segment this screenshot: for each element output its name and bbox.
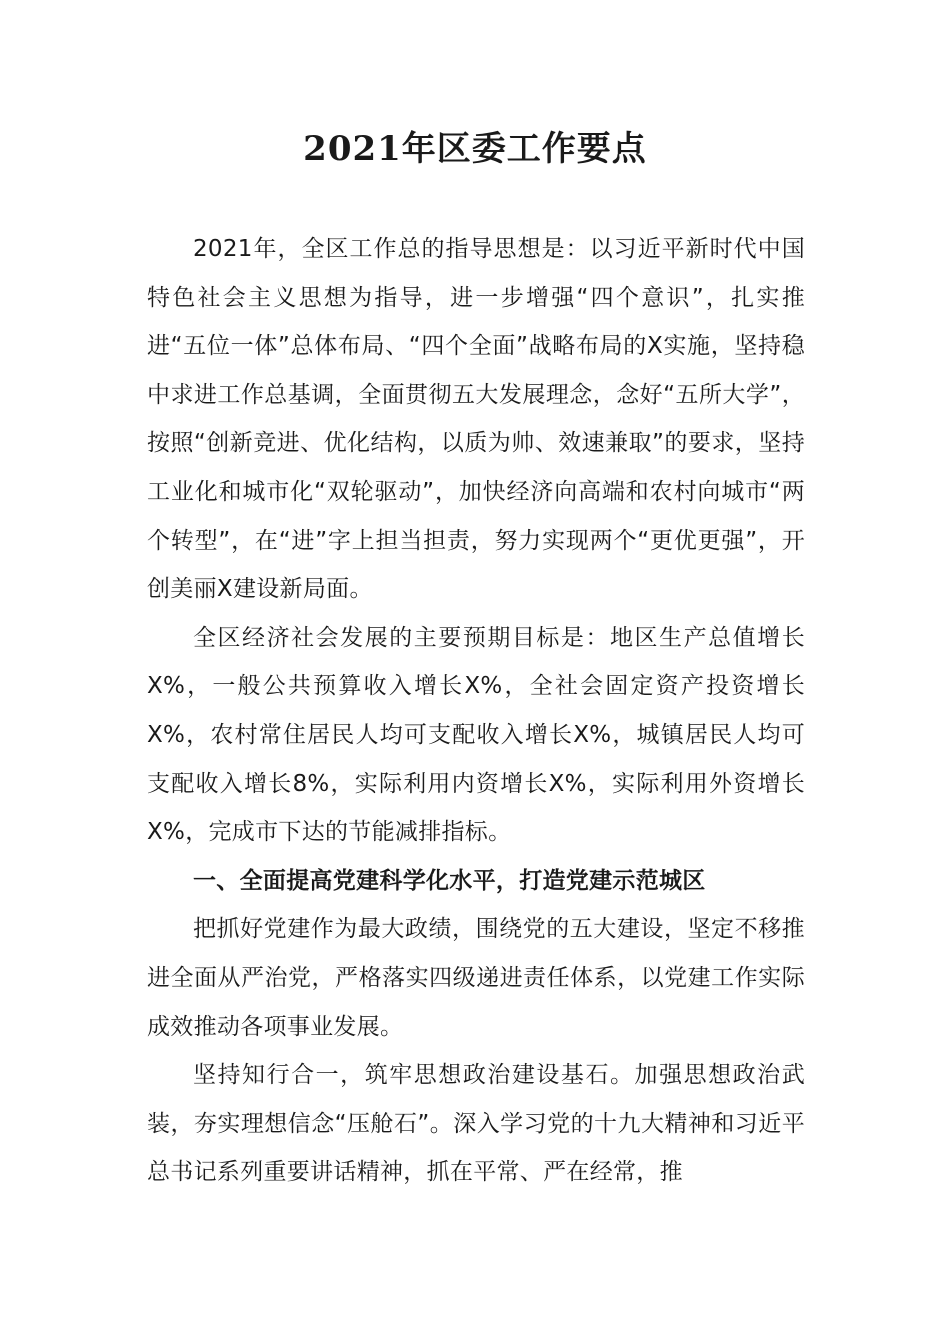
paragraph-ideological-foundation: 坚持知行合一，筑牢思想政治建设基石。加强思想政治武装，夯实理想信念“压舱石”。深入学习党的十九大精神和习近平总书记系列重要讲话精神，抓在平常、严在经常，推 bbox=[147, 1062, 805, 1186]
paragraph-expected-targets: 全区经济社会发展的主要预期目标是：地区生产总值增长X%，一般公共预算收入增长X%，全社会固定资产投资增长X%，农村常住居民人均可支配收入增长X%，城镇居民人均可支配收入增长8%，实际利用内资增长X%，实际利用外资增长X%，完成市下达的节能减排指标。 bbox=[147, 624, 805, 846]
document-title: 2021年区委工作要点 bbox=[303, 129, 647, 169]
paragraph-guiding-thought: 2021年，全区工作总的指导思想是：以习近平新时代中国特色社会主义思想为指导，进一步增强“四个意识”，扎实推进“五位一体”总体布局、“四个全面”战略布局的X实施，坚持稳中求进工作总基调，全面贯彻五大发展理念，念好“五所大学”，按照“创新竞进、优化结构，以质为帅、效速兼取”的要求，坚持工业化和城市化“双轮驱动”，加快经济向高端和农村向城市“两个转型”，在“进”字上担当担责，努力实现两个“更优更强”，开创美丽X建设新局面。 bbox=[147, 236, 805, 603]
document-body bbox=[147, 225, 805, 1197]
section-heading: 一、全面提高党建科学化水平，打造党建示范城区 bbox=[193, 867, 706, 894]
paragraph-party-building: 把抓好党建作为最大政绩，围绕党的五大建设，坚定不移推进全面从严治党，严格落实四级递进责任体系，以党建工作实际成效推动各项事业发展。 bbox=[147, 916, 805, 1040]
